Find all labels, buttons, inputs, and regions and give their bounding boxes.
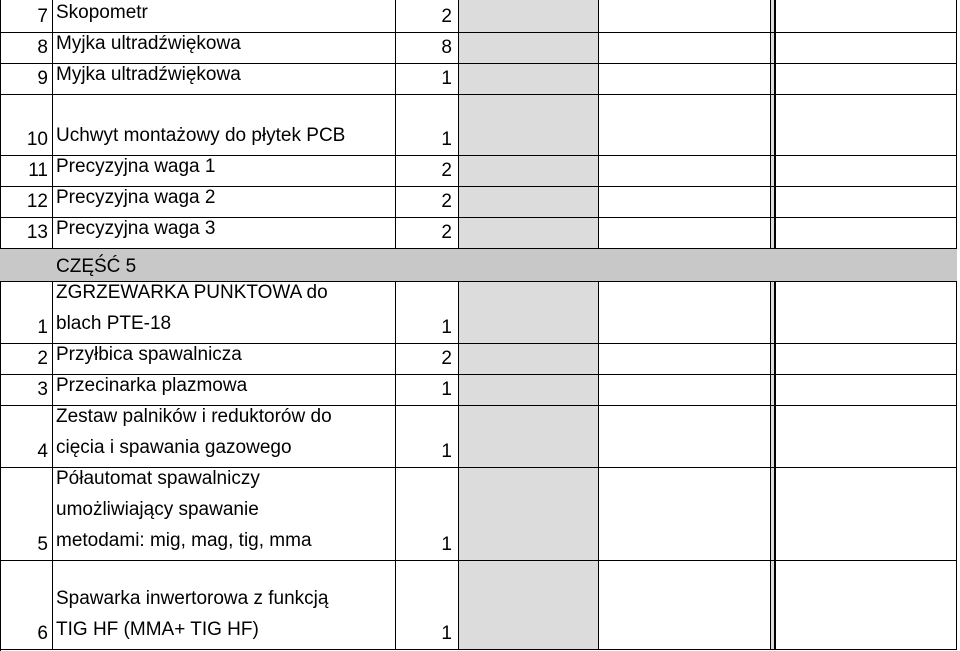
item-qty: 1 [441,317,452,338]
item-qty: 2 [441,348,452,369]
cell-empty[interactable] [775,218,957,248]
row-number: 12 [26,191,48,212]
cell-empty-shaded[interactable] [459,64,599,94]
cell-qty[interactable] [396,468,459,560]
item-qty: 2 [441,191,452,212]
item-name: ZGRZEWARKA PUNKTOWA do blach PTE-18 [56,282,328,334]
cell-empty[interactable] [775,375,957,405]
table-row[interactable] [0,282,957,344]
cell-qty[interactable] [396,187,459,217]
item-qty: 1 [441,441,452,462]
item-qty: 1 [441,534,452,555]
table-row[interactable] [0,95,957,156]
cell-empty-shaded[interactable] [459,468,599,560]
item-name: Myjka ultradźwiękowa [56,64,241,85]
cell-no[interactable] [0,375,53,405]
cell-empty[interactable] [599,344,771,374]
table-row[interactable] [0,64,957,95]
cell-qty[interactable] [396,156,459,186]
cell-qty[interactable] [396,406,459,467]
item-qty: 2 [441,222,452,243]
cell-empty[interactable] [775,561,957,649]
cell-empty[interactable] [599,187,771,217]
cell-empty[interactable] [599,95,771,155]
item-name: Precyzyjna waga 2 [56,187,216,208]
item-name: Skopometr [56,2,148,23]
cell-no[interactable] [0,156,53,186]
row-number: 5 [37,534,48,555]
row-number: 9 [37,68,48,89]
cell-no[interactable] [0,33,53,63]
cell-no[interactable] [0,187,53,217]
cell-qty[interactable] [396,375,459,405]
cell-empty[interactable] [775,33,957,63]
cell-empty[interactable] [775,282,957,343]
cell-empty[interactable] [599,468,771,560]
row-number: 13 [26,222,48,243]
cell-empty-shaded[interactable] [459,0,599,32]
item-name: Precyzyjna waga 3 [56,218,216,239]
cell-empty[interactable] [599,406,771,467]
row-number: 7 [37,6,48,27]
item-qty: 2 [441,6,452,27]
item-name: Zestaw palników i reduktorów do cięcia i spawania gazowego [56,406,332,458]
cell-name[interactable] [53,468,396,560]
cell-empty-shaded[interactable] [459,375,599,405]
cell-empty-shaded[interactable] [459,95,599,155]
row-number: 1 [37,317,48,338]
cell-name[interactable] [53,561,396,649]
cell-no[interactable] [0,0,53,32]
cell-qty[interactable] [396,561,459,649]
cell-empty-shaded[interactable] [459,561,599,649]
item-qty: 2 [441,160,452,181]
row-number: 4 [37,441,48,462]
row-number: 2 [37,348,48,369]
item-qty: 1 [441,379,452,400]
row-number: 6 [37,623,48,644]
cell-name[interactable] [53,282,396,343]
item-name: Półautomat spawalniczy umożliwiający spawanie metodami: mig, mag, tig, mma [56,468,312,551]
cell-name[interactable] [53,95,396,155]
cell-empty[interactable] [599,0,771,32]
cell-empty-shaded[interactable] [459,282,599,343]
cell-empty[interactable] [775,406,957,467]
cell-empty[interactable] [599,33,771,63]
item-name: Przyłbica spawalnicza [56,344,242,365]
cell-no[interactable] [0,218,53,248]
cell-empty[interactable] [599,64,771,94]
cell-no[interactable] [0,64,53,94]
cell-name[interactable] [53,218,396,248]
item-name: Myjka ultradźwiękowa [56,33,241,54]
cell-qty[interactable] [396,33,459,63]
cell-no[interactable] [0,561,53,649]
cell-qty[interactable] [396,95,459,155]
row-number: 10 [26,129,48,150]
item-qty: 1 [441,623,452,644]
cell-no[interactable] [0,95,53,155]
cell-empty-shaded[interactable] [459,218,599,248]
table-row[interactable] [0,218,957,249]
cell-empty[interactable] [599,282,771,343]
item-qty: 8 [441,37,452,58]
cell-empty[interactable] [775,95,957,155]
cell-empty[interactable] [775,0,957,32]
cell-qty[interactable] [396,0,459,32]
row-number: 8 [37,37,48,58]
item-name: Precyzyjna waga 1 [56,156,216,177]
cell-empty-shaded[interactable] [459,33,599,63]
cell-empty-shaded[interactable] [459,344,599,374]
cell-empty-shaded[interactable] [459,187,599,217]
cell-no[interactable] [0,406,53,467]
section-title: CZĘŚĆ 5 [56,256,137,277]
item-qty: 1 [441,68,452,89]
cell-empty[interactable] [775,156,957,186]
cell-qty[interactable] [396,218,459,248]
item-name: Spawarka inwertorowa z funkcją TIG HF (MMA+ TIG HF) [56,588,329,640]
row-number: 11 [28,160,48,181]
table-row[interactable] [0,561,957,650]
cell-name[interactable] [53,64,396,94]
cell-qty[interactable] [396,64,459,94]
cell-empty[interactable] [775,468,957,560]
cell-qty[interactable] [396,282,459,343]
cell-empty[interactable] [599,375,771,405]
cell-empty[interactable] [599,218,771,248]
cell-empty[interactable] [775,344,957,374]
item-name: Uchwyt montażowy do płytek PCB [56,125,346,146]
cell-empty[interactable] [775,187,957,217]
cell-empty[interactable] [599,561,771,649]
cell-qty[interactable] [396,344,459,374]
item-qty: 1 [441,129,452,150]
cell-no[interactable] [0,468,53,560]
cell-no[interactable] [0,344,53,374]
cell-empty-shaded[interactable] [459,156,599,186]
cell-empty-shaded[interactable] [459,406,599,467]
table-row[interactable] [0,468,957,561]
cell-name[interactable] [53,406,396,467]
cell-empty[interactable] [599,156,771,186]
item-name: Przecinarka plazmowa [56,375,248,396]
cell-empty[interactable] [775,64,957,94]
cell-no[interactable] [0,282,53,343]
table-row[interactable] [0,406,957,468]
row-number: 3 [37,379,48,400]
